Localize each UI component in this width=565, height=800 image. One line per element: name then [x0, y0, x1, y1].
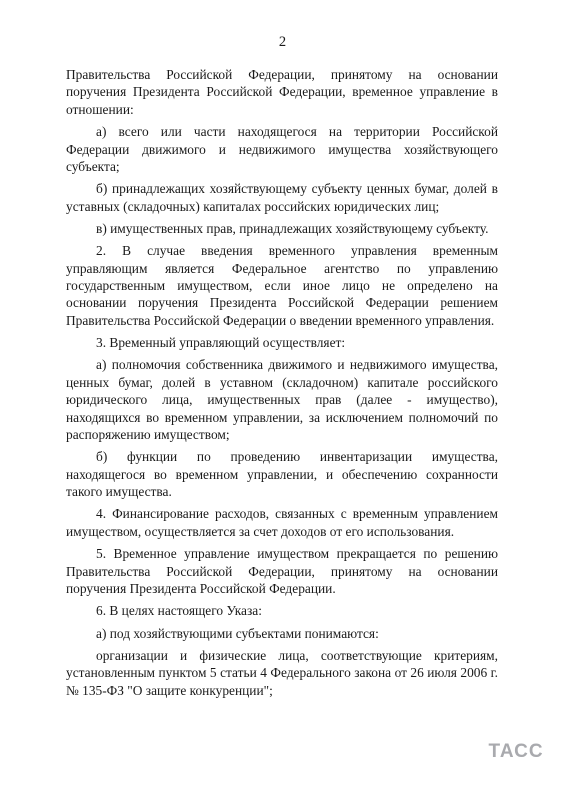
paragraph-item-5: 5. Временное управление имуществом прекращается по решению Правительства Российской Федерации, принятому на основании поручения Президента Российской Федерации.: [66, 546, 498, 596]
paragraph-item-6-definition: организации и физические лица, соответствующие критериям, установленным пунктом 5 статьи 4 Федерального закона от 26 июля 2006 г. № 135-ФЗ "О защите конкуренции";: [66, 647, 498, 698]
paragraph-item-3-subitem-b: б) функции по проведению инвентаризации имущества, находящегося во временном управлении, и обеспечению сохранности такого имущества.: [66, 449, 498, 500]
paragraph-item-4: 4. Финансирование расходов, связанных с временным управлением имуществом, осуществляется за счет доходов от его использования.: [66, 506, 498, 539]
tass-logo: [486, 739, 546, 761]
paragraph-item-3: 3. Временный управляющий осуществляет:: [96, 335, 346, 351]
paragraph-subitem-v-property-rights: в) имущественных прав, принадлежащих хозяйствующему субъекту.: [96, 220, 489, 236]
tass-logo-text: ТАСС: [488, 741, 544, 761]
paragraph-subitem-a-movable-property: а) всего или части находящегося на территории Российской Федерации движимого и недвижимого имущества хозяйствующего субъекта;: [66, 124, 498, 174]
paragraph-item-6: 6. В целях настоящего Указа:: [96, 603, 262, 619]
page-number: 2: [278, 34, 287, 50]
document-body: [66, 66, 498, 704]
paragraph-continuation: Правительства Российской Федерации, принятому на основании поручения Президента Российской Федерации, временное управление в отношении:: [66, 67, 498, 117]
paragraph-item-3-subitem-a: а) полномочия собственника движимого и недвижимого имущества, ценных бумаг, долей в уставном (складочном) капитале российского юридического лица, имущественных прав (далее - имущество), находящихся во временном управлении, за исключением полномочий по распоряжению имуществом;: [66, 357, 498, 443]
paragraph-item-6-subitem-a: а) под хозяйствующими субъектами понимаются:: [96, 625, 379, 641]
paragraph-subitem-b-securities: б) принадлежащих хозяйствующему субъекту ценных бумаг, долей в уставных (складочных) капиталах российских юридических лиц;: [66, 181, 498, 214]
paragraph-item-2: 2. В случае введения временного управления временным управляющим является Федеральное агентство по управлению государственным имуществом, если иное лицо не определено на основании поручения Президента Российской Федерации решением Правительства Российской Федерации о введении временного управления.: [66, 243, 498, 328]
